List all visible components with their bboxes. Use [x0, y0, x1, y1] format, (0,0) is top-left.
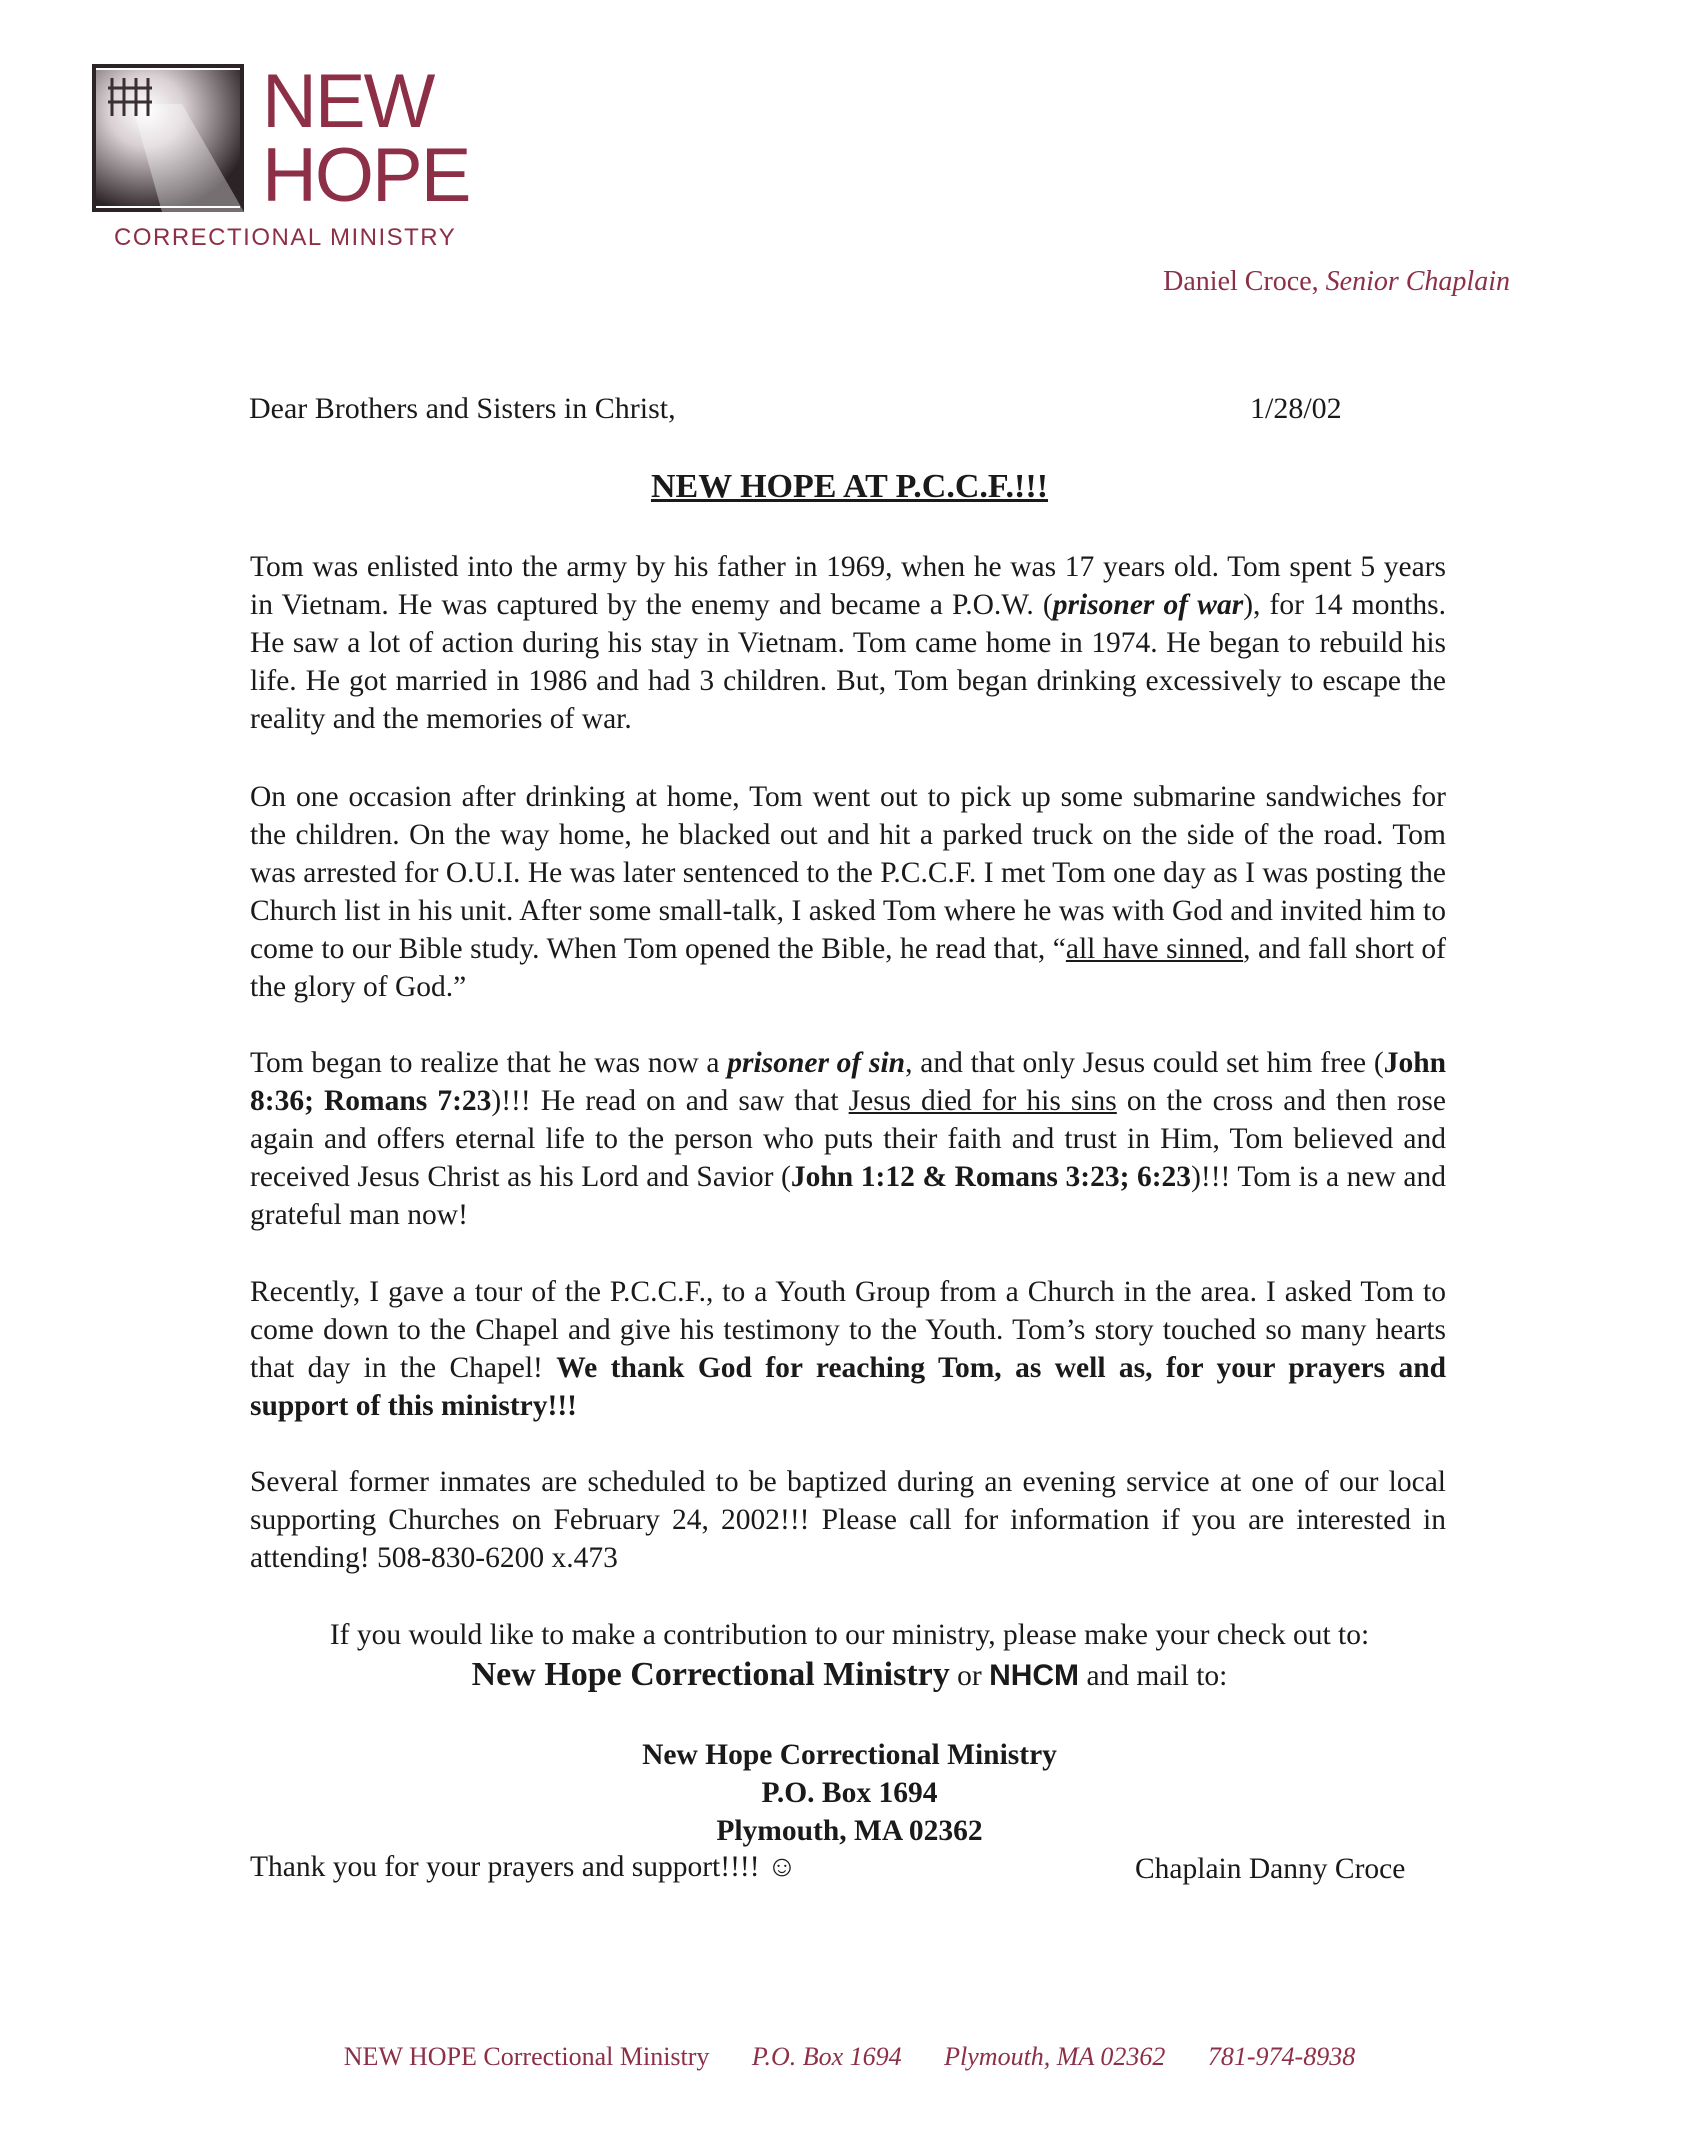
p4-text-a: Recently, I gave a tour of the P.C.C.F., to a Youth Group from a Church in the area. I asked Tom to come down to the Chapel and give his testimony to the Youth. Tom’s story touched so many hearts that day in the Chapel!	[250, 1276, 1446, 1384]
footer	[0, 2042, 1699, 2072]
closing-line: Thank you for your prayers and support!!!! ☺	[250, 1851, 798, 1883]
p2-underlined: all have sinned	[1065, 933, 1244, 965]
address-line-3: Plymouth, MA 02362	[716, 1815, 983, 1847]
footer-city: Plymouth, MA 02362	[944, 2042, 1166, 2071]
logo-word-hope: HOPE	[262, 133, 470, 218]
paragraph-5: Several former inmates are scheduled to be baptized during an evening service at one of our local supporting Churches on February 24, 2002!!! Please call for information if you are interested in attending! 508-830-6200 x.473	[250, 1466, 1446, 1574]
p1-text-a: Tom was enlisted into the army by his father in 1969, when he was 17 years old. Tom spent 5 years in Vietnam. He was captured by the enemy and became a P.O.W. (	[250, 551, 1446, 621]
footer-org: NEW HOPE Correctional Ministry	[343, 2042, 710, 2071]
paragraph-2	[250, 778, 1446, 1006]
logo-word-new: NEW	[262, 59, 434, 144]
mailing-address	[0, 1736, 1699, 1850]
footer-box: P.O. Box 1694	[751, 2042, 902, 2071]
chaplain-header	[1163, 266, 1510, 298]
address-line-2: P.O. Box 1694	[761, 1777, 938, 1809]
p3-text-e: )!!! He read on and saw that	[491, 1085, 849, 1117]
payee-name: New Hope Correctional Ministry	[471, 1656, 950, 1693]
letter-title: NEW HOPE AT P.C.C.F.!!!	[650, 468, 1049, 505]
chaplain-role: Senior Chaplain	[1325, 266, 1510, 297]
chaplain-name: Daniel Croce,	[1163, 266, 1319, 297]
p1-text-c: ), for 14 months. He saw a lot of action during his stay in Vietnam. Tom came home in 1974. He began to rebuild his life. He got married in 1986 and had 3 children. But, Tom began drinking excessively to escape the reality and the memories of war.	[250, 589, 1446, 735]
letter-date: 1/28/02	[1250, 392, 1342, 425]
p2-text-a: On one occasion after drinking at home, Tom went out to pick up some submarine sandwiches for the children. On the way home, he blacked out and hit a parked truck on the side of the road. Tom was arrested for O.U.I. He was later sentenced to the P.C.C.F. I met Tom one day as I was posting the Church list in his unit. After some small-talk, I asked Tom where he was with God and invited him to come to our Bible study. When Tom opened the Bible, he read that, “	[250, 781, 1446, 965]
p3-verse-1: John 8:36; Romans 7:23	[250, 1047, 1447, 1117]
payee-or: or	[949, 1660, 990, 1692]
paragraph-1	[250, 548, 1446, 738]
p3-text-i: )!!! Tom is a new and grateful man now!	[250, 1161, 1446, 1231]
payee-abbr: NHCM	[989, 1659, 1080, 1692]
contribution-payee	[0, 1655, 1699, 1696]
address-line-1: New Hope Correctional Ministry	[642, 1739, 1057, 1771]
p3-underlined: Jesus died for his sins	[848, 1085, 1117, 1117]
contribution-line: If you would like to make a contribution to our ministry, please make your check out to:	[329, 1619, 1370, 1651]
signature: Chaplain Danny Croce	[1135, 1853, 1406, 1885]
p1-emphasis: prisoner of war	[1052, 589, 1244, 621]
p3-verse-2: John 1:12 & Romans 3:23; 6:23	[790, 1161, 1192, 1193]
p3-text-g: on the cross and then rose again and offers eternal life to the person who puts their faith and trust in Him, Tom believed and received Jesus Christ as his Lord and Savior (	[250, 1085, 1446, 1193]
logo-tagline: CORRECTIONAL MINISTRY	[114, 224, 457, 251]
p3-text-a: Tom began to realize that he was now a	[250, 1047, 728, 1079]
footer-phone: 781-974-8938	[1207, 2042, 1356, 2071]
paragraph-4	[250, 1273, 1446, 1425]
p3-text-c: , and that only Jesus could set him free (	[905, 1047, 1384, 1079]
new-hope-logo	[92, 59, 492, 264]
barred-window-icon	[92, 64, 244, 212]
paragraph-3	[250, 1044, 1446, 1234]
p2-text-c: , and fall short of the glory of God.”	[250, 933, 1446, 1003]
p4-bold: We thank God for reaching Tom, as well as, for your prayers and support of this ministry!!!	[250, 1352, 1447, 1422]
salutation: Dear Brothers and Sisters in Christ,	[249, 392, 676, 425]
payee-mail: and mail to:	[1079, 1660, 1228, 1692]
p3-emphasis: prisoner of sin	[727, 1047, 906, 1079]
